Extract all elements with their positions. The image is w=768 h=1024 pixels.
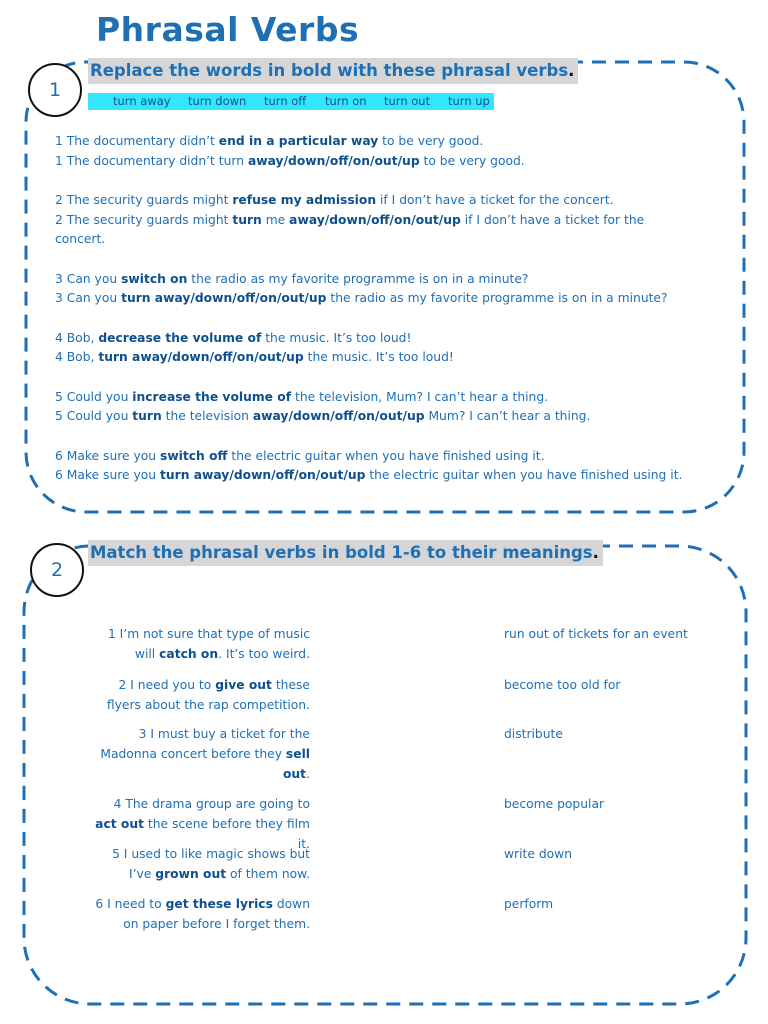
exercise-2-number: 2 xyxy=(30,543,84,597)
match-sentence: 4 The drama group are going to act out the scene before they film it. xyxy=(95,797,310,851)
meaning-option: write down xyxy=(504,847,573,861)
original-sentence: 2 The security guards might refuse my admission if I don’t have a ticket for the concert. xyxy=(55,193,614,207)
match-sentence: 1 I’m not sure that type of music will catch on. It’s too weird. xyxy=(107,627,310,661)
meaning-option: become popular xyxy=(504,797,605,811)
exercise-item xyxy=(55,329,723,368)
rewrite-sentence: 1 The documentary didn’t turn away/down/off/on/out/up to be very good. xyxy=(55,153,525,168)
word-bank-item: turn out xyxy=(384,94,431,108)
exercise-item xyxy=(55,270,723,309)
exercise-1-number: 1 xyxy=(28,63,82,117)
instruction-text: Replace the words in bold with these phrasal verbs xyxy=(90,61,569,80)
exercise-1-items xyxy=(55,132,723,506)
rewrite-sentence: 6 Make sure you turn away/down/off/on/out/up the electric guitar when you have finished using it. xyxy=(55,468,683,483)
match-sentence: 3 I must buy a ticket for the Madonna concert before they sell out. xyxy=(100,727,310,781)
word-bank-item: turn off xyxy=(264,94,307,108)
exercise-item xyxy=(55,191,723,250)
match-sentence: 2 I need you to give out these flyers about the rap competition. xyxy=(106,678,310,712)
meaning-option: become too old for xyxy=(504,678,621,692)
meaning-option: distribute xyxy=(504,727,563,741)
match-sentence: 5 I used to like magic shows but I’ve grown out of them now. xyxy=(112,847,310,881)
meaning-option: run out of tickets for an event xyxy=(504,627,688,641)
match-sentence: 6 I need to get these lyrics down on paper before I forget them. xyxy=(95,897,310,931)
original-sentence: 1 The documentary didn’t end in a particular way to be very good. xyxy=(55,134,484,148)
word-bank-item: turn away xyxy=(113,94,171,108)
original-sentence: 5 Could you increase the volume of the television, Mum? I can’t hear a thing. xyxy=(55,389,549,404)
original-sentence: 3 Can you switch on the radio as my favorite programme is on in a minute? xyxy=(55,271,529,286)
word-bank-item: turn up xyxy=(448,94,490,108)
original-sentence: 6 Make sure you switch off the electric guitar when you have finished using it. xyxy=(55,448,545,463)
word-bank-item: turn on xyxy=(325,94,367,108)
meaning-option: perform xyxy=(504,897,554,911)
word-bank xyxy=(88,93,494,110)
rewrite-sentence: 2 The security guards might turn me away/down/off/on/out/up if I don’t have a ticket for the concert. xyxy=(55,212,645,247)
instruction-text: Match the phrasal verbs in bold 1-6 to their meanings xyxy=(90,543,593,562)
rewrite-sentence: 5 Could you turn the television away/down/off/on/out/up Mum? I can’t hear a thing. xyxy=(55,409,591,424)
exercise-1-instruction xyxy=(88,58,578,84)
rewrite-sentence: 4 Bob, turn away/down/off/on/out/up the music. It’s too loud! xyxy=(55,350,454,365)
instruction-period: . xyxy=(568,61,575,80)
page-title: Phrasal Verbs xyxy=(96,10,360,49)
rewrite-sentence: 3 Can you turn away/down/off/on/out/up the radio as my favorite programme is on in a minute? xyxy=(55,291,668,306)
word-bank-item: turn down xyxy=(188,94,247,108)
exercise-item xyxy=(55,447,723,486)
original-sentence: 4 Bob, decrease the volume of the music. It’s too loud! xyxy=(55,330,412,345)
instruction-period: . xyxy=(592,543,599,562)
exercise-item xyxy=(55,132,723,171)
exercise-item xyxy=(55,388,723,427)
exercise-2-instruction xyxy=(88,540,603,566)
